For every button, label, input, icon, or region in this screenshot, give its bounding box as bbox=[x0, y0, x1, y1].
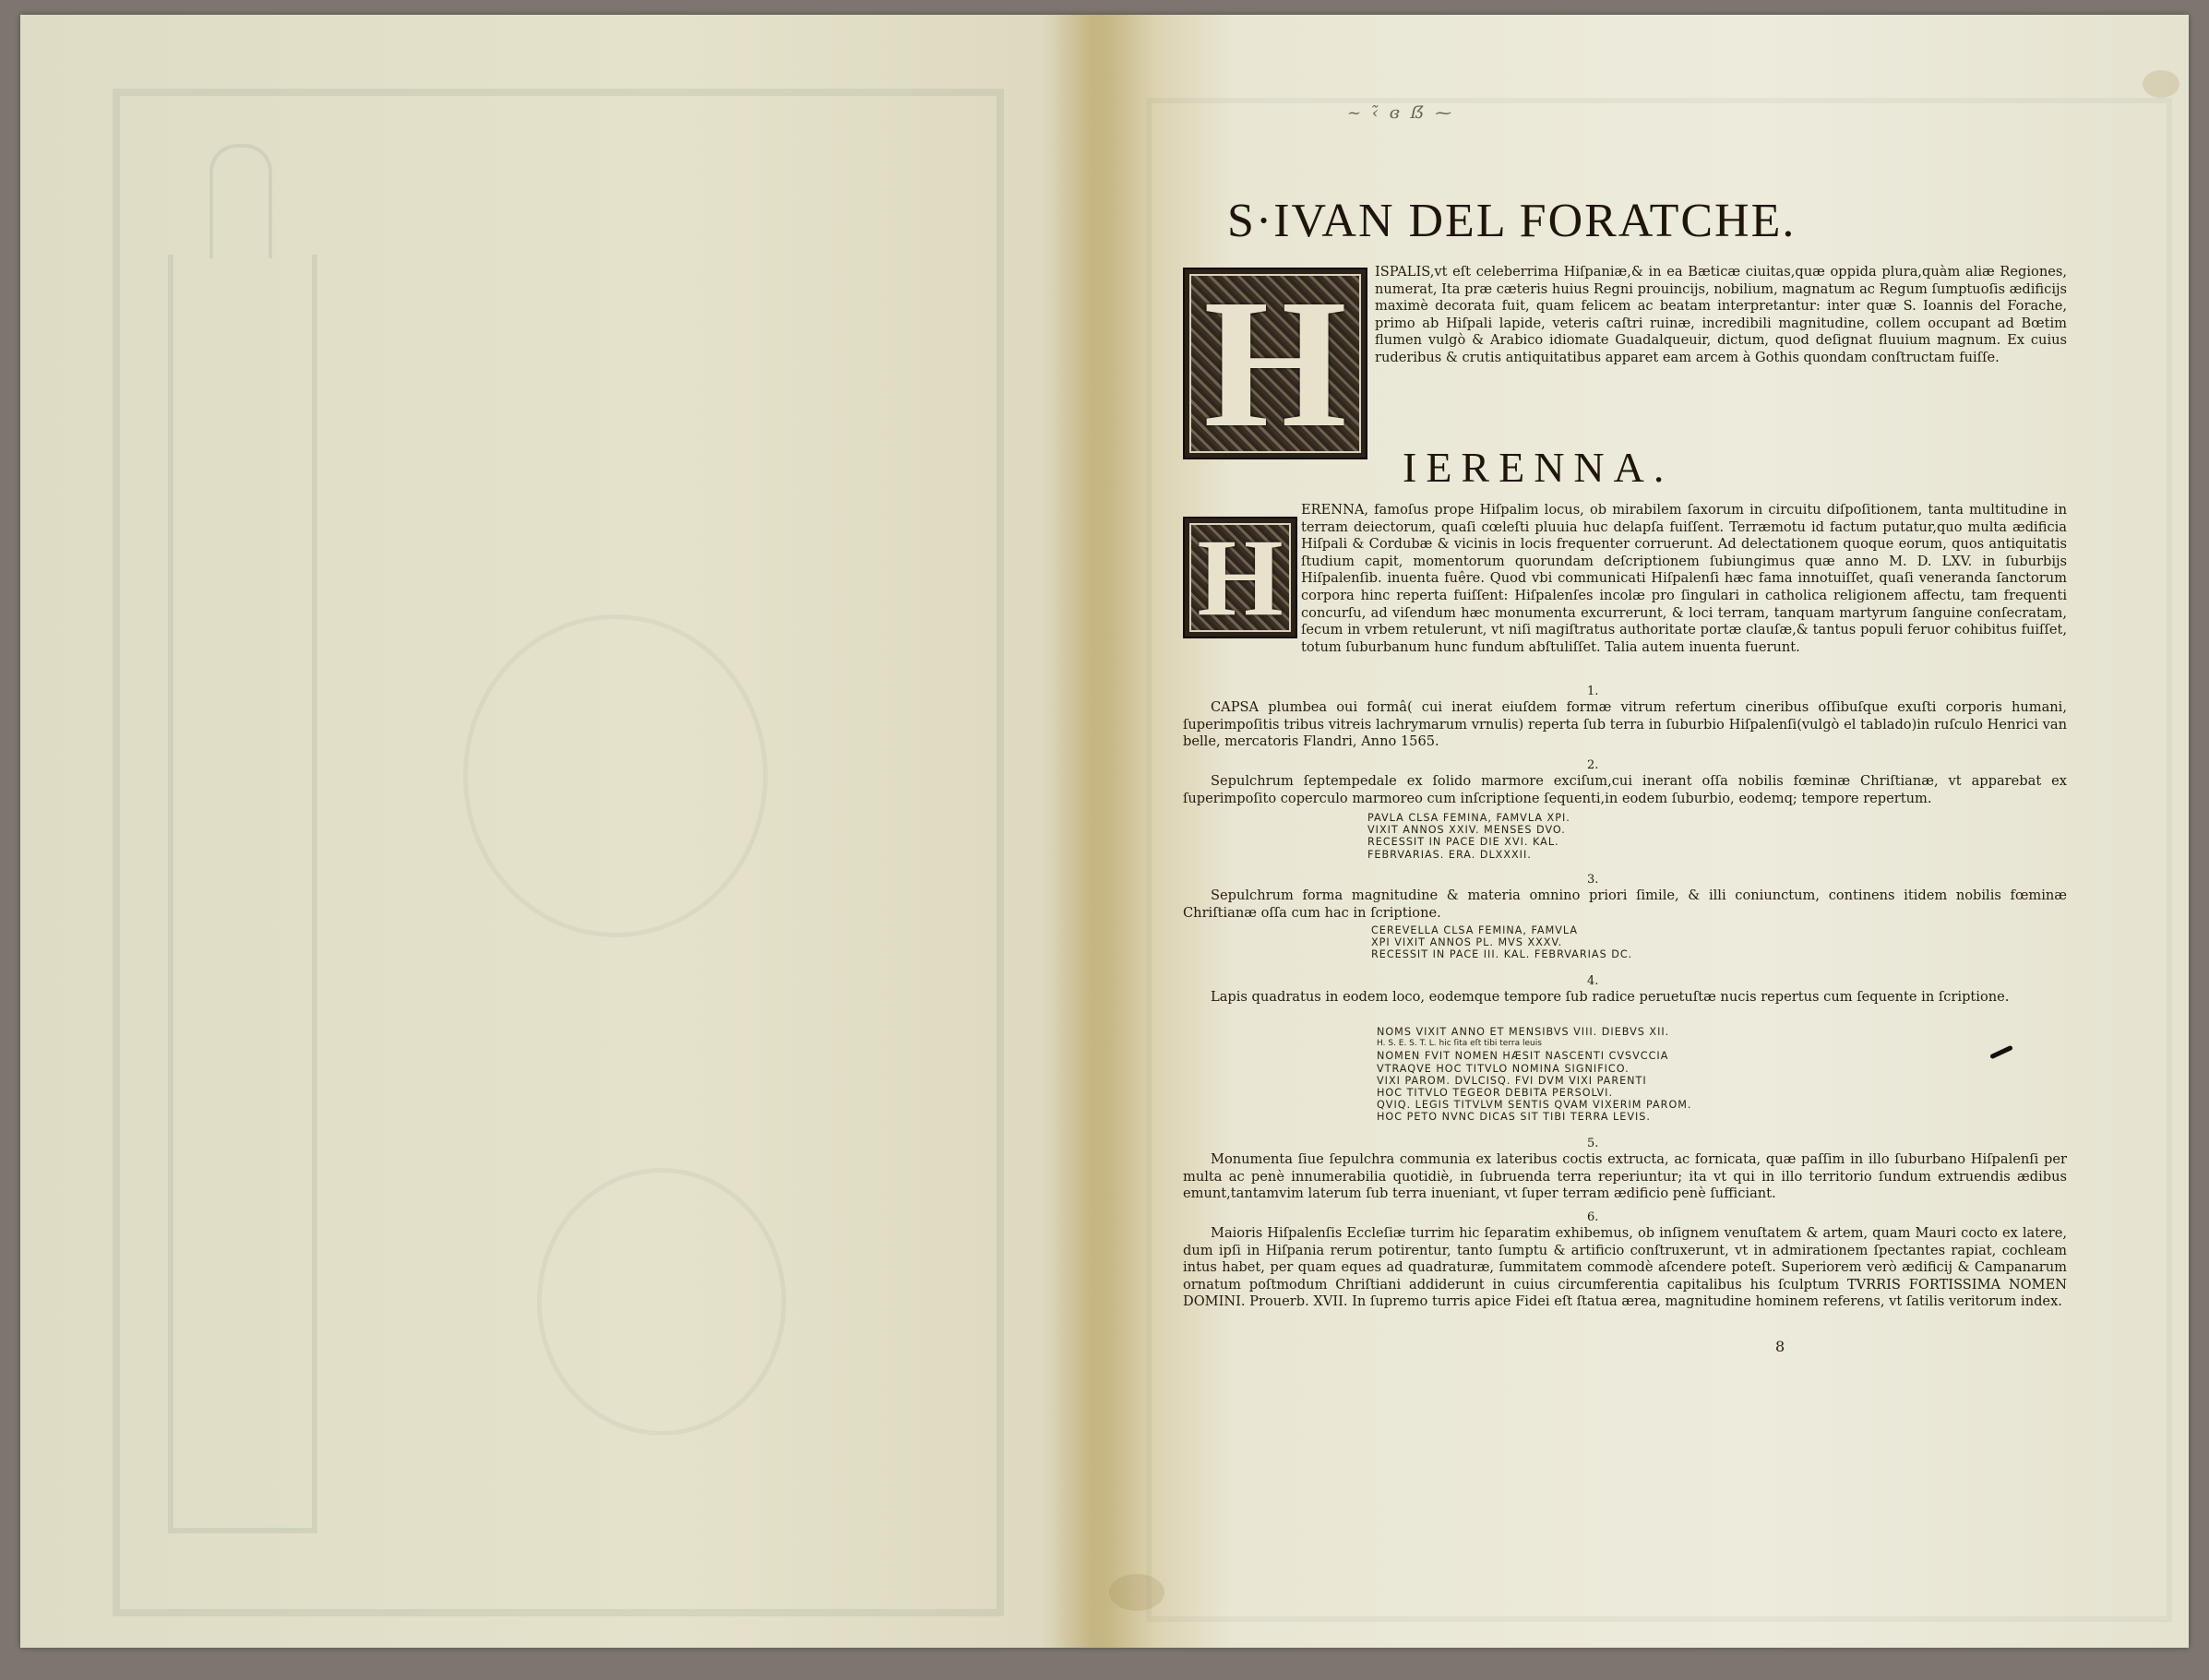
entry-number: 1. bbox=[1587, 685, 1599, 698]
show-through-ornament bbox=[463, 614, 768, 937]
inscription-line: VTRAQVE HOC TITVLO NOMINA SIGNIFICO. bbox=[1377, 1062, 1630, 1075]
decorated-initial-h-small bbox=[1183, 517, 1297, 638]
show-through-tower bbox=[168, 255, 317, 1533]
inscription-cerevella bbox=[1371, 924, 1632, 961]
inscription-line: NOMS VIXIT ANNO ET MENSIBVS VIII. DIEBVS XII. bbox=[1377, 1026, 1670, 1038]
entry-text: Sepulchrum ſeptempedale ex ſolido marmore exciſum,cui inerant oſſa nobilis fœminæ Chriſtianæ, vt apparebat ex ſuperimpoſito coperculo marmoreo cum inſcriptione ſequenti,in eodem ſuburbio, eodemq; tempore repertum. bbox=[1183, 773, 2067, 806]
inscription-line: VIXIT ANNOS XXIV. MENSES DVO. bbox=[1367, 824, 1566, 837]
inscription-line: NOMEN FVIT NOMEN HÆSIT NASCENTI CVSVCCIA bbox=[1377, 1050, 1669, 1063]
entry-text: Lapis quadratus in eodem loco, eodemque tempore ſub radice peruetuſtæ nucis repertus cum ſequente in ſcriptione. bbox=[1211, 989, 2010, 1005]
entry-text: Monumenta ſiue ſepulchra communia ex lateribus coctis extructa, ac fornicata, quæ paſſim in illo ſuburbano Hiſpalenſi per multa ac penè innumerabilia quotidiè, in ſubruenda terra reperiuntur; ita vt qui in illo territorio ſundum extruendis ædibus emunt,tantamvim laterum ſub terra inueniant, vt ſuper terram ædificio penè ſufficiant. bbox=[1183, 1151, 2067, 1202]
inscription-line: CEREVELLA CLSA FEMINA, FAMVLA bbox=[1371, 924, 1579, 936]
heading-san-juan: S·IVAN DEL FORATCHE. bbox=[1227, 195, 1797, 247]
inscription-line: XPI VIXIT ANNOS PL. MVS XXXV. bbox=[1371, 936, 1563, 949]
entry-text: Maioris Hiſpalenſis Eccleſiæ turrim hic ſeparatim exhibemus, ob inſignem venuſtatem & artem, quam Mauri cocto ex latere, dum ipſi in Hiſpania rerum potirentur, tanto ſumptu & artificio conſtruxerunt, vt in admirationem ſpectantes rapiat, cochleam intus habet, per quam eques ad quadraturæ, ſummitatem commodè aſcendere poteſt. Superiorem verò ædificij & Campanarum ornatum poſtmodum Chriſtiani addiderunt in cuius circumferentia capitalibus his ſculptum TVRRIS FORTISSIMA NOMEN DOMINI. Prouerb. XVII. In ſupremo turris apice Fidei eſt ſtatua ærea, magnitudine hominem referens, vt ſatilis veritorum index. bbox=[1183, 1225, 2067, 1310]
initial-letter: H bbox=[1197, 517, 1284, 638]
inscription-line: RECESSIT IN PACE III. KAL. FEBRVARIAS DC. bbox=[1371, 948, 1633, 961]
map-verso-sheet bbox=[20, 15, 2189, 1648]
inscription-line: H. S. E. S. T. L. hic ſita eſt tibi terra leuis bbox=[1377, 1039, 1542, 1049]
initial-letter: H bbox=[1203, 268, 1347, 459]
entry-text: Sepulchrum forma magnitudine & materia omnino priori ſimile, & illi coniunctum, continens itidem nobilis fœminæ Chriſtianæ oſſa cum hac in ſcriptione. bbox=[1183, 888, 2067, 921]
inscription-line: PAVLA CLSA FEMINA, FAMVLA XPI. bbox=[1367, 812, 1570, 824]
inscription-stone bbox=[1377, 1026, 1691, 1124]
show-through-spire bbox=[209, 144, 272, 258]
show-through-ornament bbox=[537, 1168, 786, 1436]
entry-number: 6. bbox=[1587, 1210, 1599, 1224]
inscription-line: QVIQ. LEGIS TITVLVM SENTIS QVAM VIXERIM PAROM. bbox=[1377, 1099, 1692, 1112]
center-fold bbox=[1054, 15, 1155, 1648]
entry-text: CAPSA plumbea oui formâ( cui inerat eiuſdem formæ vitrum refertum cineribus oſſibuſque exuſti corporis humani, ſuperimpoſitis tribus vitreis lachrymarum vrnulis) reperta ſub terra in ſuburbio Hiſpalenſi(vulgò el tablado)in ruſculo Henrici van belle, mercatoris Flandri, Anno 1565. bbox=[1183, 699, 2067, 750]
inscription-line: HOC TITVLO TEGEOR DEBITA PERSOLVI. bbox=[1377, 1087, 1614, 1100]
inscription-line: FEBRVARIAS. ERA. DLXXXII. bbox=[1367, 848, 1532, 861]
inscription-line: HOC PETO NVNC DICAS SIT TIBI TERRA LEVIS. bbox=[1377, 1111, 1651, 1124]
entry-number: 3. bbox=[1587, 873, 1599, 887]
entry-number: 5. bbox=[1587, 1137, 1599, 1150]
inscription-line: RECESSIT IN PACE DIE XVI. KAL. bbox=[1367, 836, 1559, 849]
entry-number: 2. bbox=[1587, 758, 1599, 772]
paragraph-herenna: ERENNA, famoſus prope Hiſpalim locus, ob mirabilem ſaxorum in circuitu diſpoſitionem, tanta multitudine in terram deiectorum, quaſi cœleſti pluuia huc delapſa fuiſſent. Terræmotu id factum putatur,quo multa ædificia Hiſpali & Cordubæ & vicinis in locis frequenter corruerunt. Ad delectationem quoque eorum, quos antiquitatis ſtudium capit, momentorum quorundam deſcriptionem ſubiungimus quæ anno M. D. LXV. in ſuburbijs Hiſpalenſib. inuenta fuêre. Quod vbi communicati Hiſpalenſi hæc fama innotuiſſet, quaſi veneranda ſanctorum corpora hinc reperta fuiſſent: Hiſpalenſes incolæ pro ſingulari in catholica religionem affectu, tam frequenti concurſu, ad viſendum hæc monumenta excurrerunt, & loci terram, tanquam martyrum ſanguine conſecratam, ſecum in vrbem retulerunt, vt niſi magiſtratus authoritate portæ clauſæ,& tantus populi feruor cohibitus fuiſſet, totum ſuburbanum hunc fundum abſtuliſſet. Talia autem inuenta fuerunt. bbox=[1301, 502, 2067, 655]
entry-number: 4. bbox=[1587, 974, 1599, 988]
inscription-line: VIXI PAROM. DVLCISQ. FVI DVM VIXI PARENTI bbox=[1377, 1074, 1647, 1087]
foxing-stain bbox=[2143, 70, 2179, 98]
signature-mark: 8 bbox=[1775, 1338, 1785, 1355]
ink-scribble: ~ ‹̃ ɞ ẞ ⁓ bbox=[1347, 103, 1455, 123]
heading-ierenna: IERENNA. bbox=[1403, 444, 1674, 491]
decorated-initial-h bbox=[1183, 268, 1367, 459]
inscription-paula bbox=[1367, 812, 1570, 861]
paragraph-hispalis: ISPALIS,vt eſt celeberrima Hiſpaniæ,& in ea Bæticæ ciuitas,quæ oppida plura,quàm aliæ Regiones, numerat, Ita præ cæteris huius Regni prouincijs, nobilium, magnatum ac Regum ſumptuoſis ædificijs maximè decorata fuit, quam felicem ac beatam interpretantur: inter quæ S. Ioannis del Forache, primo ab Hiſpali lapide, veteris caſtri ruinæ, incredibili magnitudine, collem occupant ad Bœtim flumen vulgò & Arabico idiomate Guadalqueuir, dictum, quod deſignat fluuium magnum. Ex cuius ruderibus & crutis antiquitatibus apparet eam arcem à Gothis quondam conſtructam fuiſſe. bbox=[1375, 264, 2067, 365]
foxing-stain bbox=[1109, 1574, 1164, 1611]
